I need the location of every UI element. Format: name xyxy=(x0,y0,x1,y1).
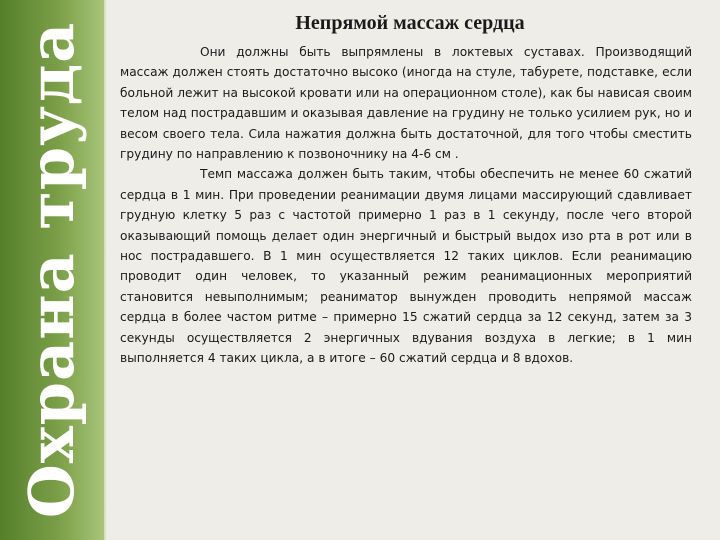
paragraph-1: Они должны быть выпрямлены в локтевых суставах. Производящий массаж должен стоять достаточно высоко (иногда на стуле, табурете, подставке, если больной лежит на высокой кровати или на операционном столе), как бы нависая своим телом над пострадавшим и оказывая давление на грудину не только усилием рук, но и весом своего тела. Сила нажатия должна быть достаточной, для того чтобы сместить грудину по направлению к позвоночнику на 4-6 см . xyxy=(120,45,692,162)
main-text xyxy=(120,42,692,369)
paragraph-2: Темп массажа должен быть таким, чтобы обеспечить не менее 60 сжатий сердца в 1 мин. При проведении реанимации двумя лицами массирующий сдавливает грудную клетку 5 раз с частотой примерно 1 раз в 1 секунду, после чего второй оказывающий помощь делает один энергичный и быстрый выдох изо рта в рот или в нос пострадавшего. В 1 мин осуществляется 12 таких циклов. Если реанимацию проводит один человек, то указанный режим реанимационных мероприятий становится невыполнимым; реаниматор вынужден проводить непрямой массаж сердца в более частом ритме – примерно 15 сжатий сердца за 12 секунд, затем за 3 секунды осуществляется 2 энергичных вдувания воздуха в легкие; в 1 мин выполняется 4 таких цикла, а в итоге – 60 сжатий сердца и 8 вдохов. xyxy=(120,167,692,366)
page-title: Непрямой массаж сердца xyxy=(295,12,525,34)
sidebar-title: Охрана труда xyxy=(15,21,88,519)
sidebar-banner xyxy=(0,0,104,540)
sidebar-edge-divider xyxy=(104,0,107,540)
